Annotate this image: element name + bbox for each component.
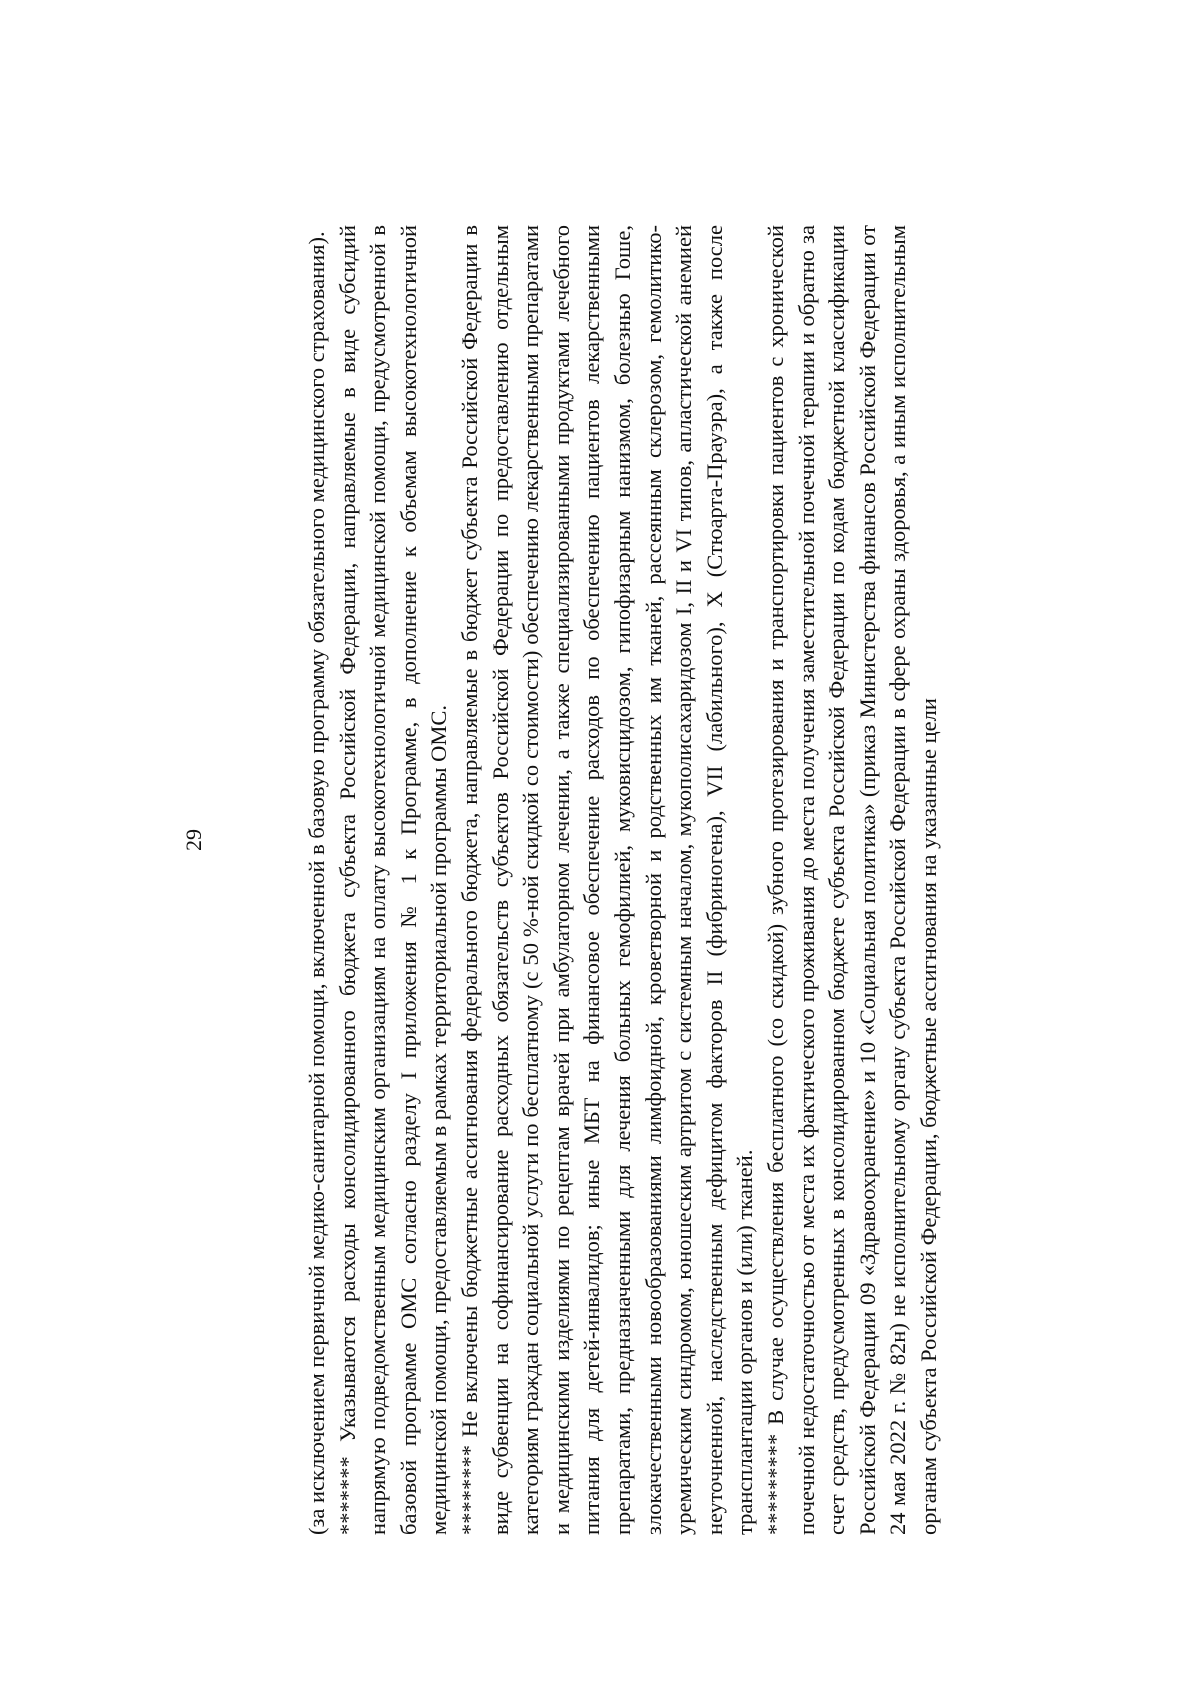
- footnote-paragraph: ******** Не включены бюджетные ассигнования федерального бюджета, направляемые в бюджет субъекта Российской Федерации в виде субвенции на софинансирование расходных обязательств субъектов Российской Федерации по предоставлению отдельным категориям граждан социальной услуги по бесплатному (с 50 %-ной скидкой со стоимости) обеспечению лекарственными препаратами и медицинскими изделиями по рецептам врачей при амбулаторном лечении, а также специализированными продуктами лечебного питания для детей-инвалидов; иные МБТ на финансовое обеспечение расходов по обеспечению пациентов лекарственными препаратами, предназначенными для лечения больных гемофилией, муковисцидозом, гипофизарным нанизмом, болезнью Гоше, злокачественными новообразованиями лимфоидной, кроветворной и родственных им тканей, рассеянным склерозом, гемолитико-уремическим синдромом, юношеским артритом с системным началом, мукополисахаридозом I, II и VI типов, апластической анемией неуточненной, наследственным дефицитом факторов II (фибриногена), VII (лабильного), X (Стюарта-Прауэра), а также после трансплантации органов и (или) тканей.: [456, 225, 758, 1535]
- footnote-paragraph: (за исключением первичной медико-санитарной помощи, включенной в базовую программу обязательного медицинского страхования).: [304, 231, 329, 1535]
- rotated-content: [180, 135, 944, 1535]
- footnote-paragraph: ******* Указываются расходы консолидированного бюджета субъекта Российской Федерации, направляемые в виде субсидий напрямую подведомственным медицинским организациям на оплату высокотехнологичной медицинской помощи, предусмотренной в базовой программе ОМС согласно разделу I приложения № 1 к Программе, в дополнение к объемам высокотехнологичной медицинской помощи, предоставляемым в рамках территориальной программы ОМС.: [334, 225, 452, 1535]
- page-number: 29: [181, 829, 206, 851]
- footnotes-block: [302, 225, 944, 1535]
- footnote-paragraph: ********* В случае осуществления бесплатного (со скидкой) зубного протезирования и транспортировки пациентов с хронической почечной недостаточностью от места их фактического проживания до места получения заместительной почечной терапии и обратно за счет средств, предусмотренных в консолидированном бюджете субъекта Российской Федерации по кодам бюджетной классификации Российской Федерации 09 «Здравоохранение» и 10 «Социальная политика» (приказ Министерства финансов Российской Федерации от 24 мая 2022 г. № 82н) не исполнительному органу субъекта Российской Федерации в сфере охраны здоровья, а иным исполнительным органам субъекта Российской Федерации, бюджетные ассигнования на указанные цели: [762, 225, 941, 1535]
